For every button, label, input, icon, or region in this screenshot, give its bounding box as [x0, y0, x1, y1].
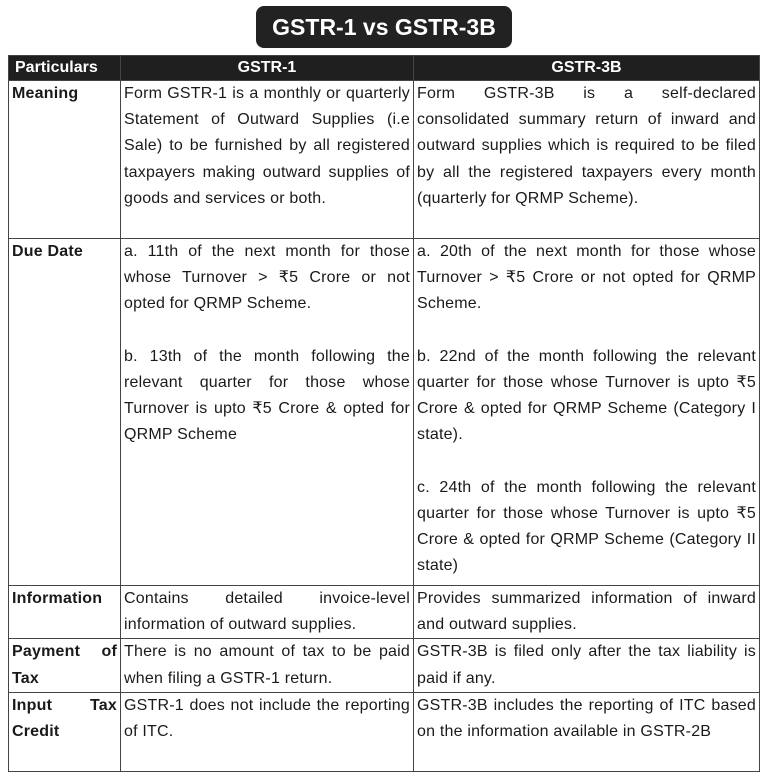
cell-meaning-gstr3b: Form GSTR-3B is a self-declared consolidated summary return of inward and outward supplies which is required to be filed by all the registered taxpayers every month (quarterly for QRMP Scheme). [414, 81, 760, 239]
cell-input-tax-credit-gstr1: GSTR-1 does not include the reporting of ITC. [121, 692, 414, 771]
row-information [9, 586, 760, 639]
cell-payment-of-tax-gstr3b: GSTR-3B is filed only after the tax liability is paid if any. [414, 639, 760, 692]
row-meaning [9, 81, 760, 239]
row-due-date [9, 239, 760, 586]
row-label-payment-of-tax: Payment of Tax [9, 639, 121, 692]
due-date-gstr3b-b: b. 22nd of the month following the relevant quarter for those whose Turnover is upto ₹5 Crore & opted for QRMP Scheme (Category I state). [417, 347, 756, 444]
header-gstr3b: GSTR-3B [414, 56, 760, 81]
comparison-table [8, 55, 760, 772]
page-title: GSTR-1 vs GSTR-3B [256, 6, 512, 48]
due-date-gstr1-b: b. 13th of the month following the relevant quarter for those whose Turnover is upto ₹5 Crore & opted for QRMP Scheme [124, 347, 410, 444]
due-date-gstr3b-c: c. 24th of the month following the relevant quarter for those whose Turnover is upto ₹5 Crore & opted for QRMP Scheme (Category II state) [417, 478, 756, 575]
header-particulars: Particulars [9, 56, 121, 81]
row-label-due-date: Due Date [9, 239, 121, 586]
row-label-meaning: Meaning [9, 81, 121, 239]
header-gstr1: GSTR-1 [121, 56, 414, 81]
row-payment-of-tax [9, 639, 760, 692]
cell-input-tax-credit-gstr3b: GSTR-3B includes the reporting of ITC based on the information available in GSTR-2B [414, 692, 760, 771]
header-row [9, 56, 760, 81]
due-date-gstr3b-a: a. 20th of the next month for those whose Turnover > ₹5 Crore or not opted for QRMP Scheme. [417, 243, 756, 313]
row-input-tax-credit [9, 692, 760, 771]
cell-due-date-gstr3b [414, 239, 760, 586]
row-label-input-tax-credit: Input Tax Credit [9, 692, 121, 771]
row-label-information: Information [9, 586, 121, 639]
cell-information-gstr3b: Provides summarized information of inward and outward supplies. [414, 586, 760, 639]
due-date-gstr1-a: a. 11th of the next month for those whose Turnover > ₹5 Crore or not opted for QRMP Scheme. [124, 243, 410, 313]
cell-meaning-gstr1: Form GSTR-1 is a monthly or quarterly Statement of Outward Supplies (i.e Sale) to be furnished by all registered taxpayers making outward supplies of goods and services or both. [121, 81, 414, 239]
title-wrap [0, 6, 768, 48]
cell-due-date-gstr1 [121, 239, 414, 586]
cell-information-gstr1: Contains detailed invoice-level information of outward supplies. [121, 586, 414, 639]
cell-payment-of-tax-gstr1: There is no amount of tax to be paid when filing a GSTR-1 return. [121, 639, 414, 692]
